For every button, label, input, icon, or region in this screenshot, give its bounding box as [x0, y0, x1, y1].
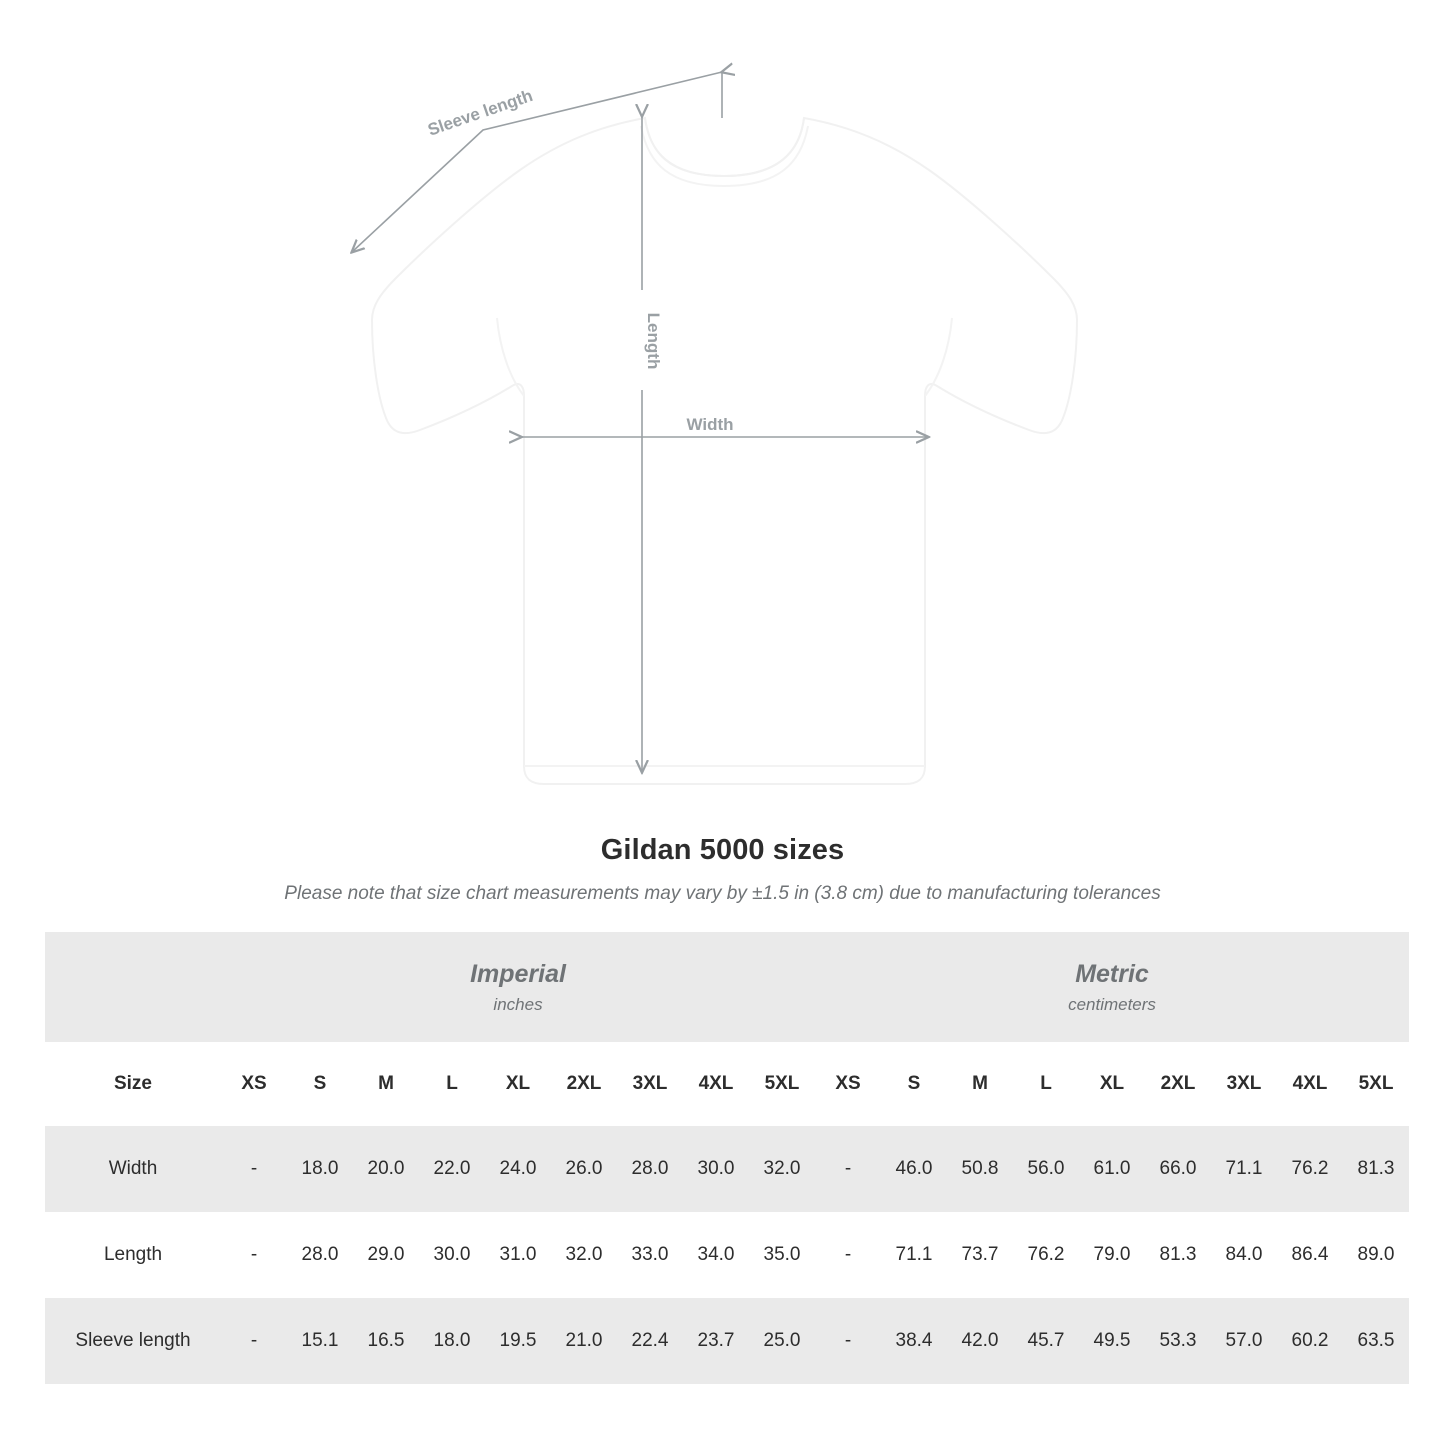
size-col-metric-3xl: 3XL — [1211, 1042, 1277, 1126]
cell-length-imperial-4xl: 34.0 — [683, 1212, 749, 1298]
size-header-row — [45, 1042, 1409, 1126]
cell-length-metric-3xl: 84.0 — [1211, 1212, 1277, 1298]
chart-note: Please note that size chart measurements may vary by ±1.5 in (3.8 cm) due to manufacturing tolerances — [284, 883, 1161, 904]
cell-width-metric-m: 50.8 — [947, 1126, 1013, 1212]
size-col-imperial-l: L — [419, 1042, 485, 1126]
cell-length-metric-4xl: 86.4 — [1277, 1212, 1343, 1298]
cell-sleeve-imperial-m: 16.5 — [353, 1298, 419, 1384]
cell-width-metric-2xl: 66.0 — [1145, 1126, 1211, 1212]
cell-sleeve-metric-s: 38.4 — [881, 1298, 947, 1384]
cell-sleeve-imperial-3xl: 22.4 — [617, 1298, 683, 1384]
size-col-imperial-5xl: 5XL — [749, 1042, 815, 1126]
cell-sleeve-metric-l: 45.7 — [1013, 1298, 1079, 1384]
cell-length-imperial-l: 30.0 — [419, 1212, 485, 1298]
chart-heading — [0, 834, 1445, 905]
cell-sleeve-imperial-xs: - — [221, 1298, 287, 1384]
cell-length-metric-m: 73.7 — [947, 1212, 1013, 1298]
unit-header-spacer — [45, 932, 221, 1042]
cell-sleeve-metric-5xl: 63.5 — [1343, 1298, 1409, 1384]
width-label: Width — [686, 415, 734, 434]
cell-sleeve-imperial-5xl: 25.0 — [749, 1298, 815, 1384]
cell-length-imperial-3xl: 33.0 — [617, 1212, 683, 1298]
cell-length-metric-s: 71.1 — [881, 1212, 947, 1298]
cell-sleeve-metric-4xl: 60.2 — [1277, 1298, 1343, 1384]
cell-length-imperial-2xl: 32.0 — [551, 1212, 617, 1298]
size-col-metric-s: S — [881, 1042, 947, 1126]
size-col-imperial-m: M — [353, 1042, 419, 1126]
sleeve-length-label: Sleeve length — [425, 85, 536, 140]
cell-sleeve-metric-xl: 49.5 — [1079, 1298, 1145, 1384]
cell-length-metric-xs: - — [815, 1212, 881, 1298]
cell-length-imperial-m: 29.0 — [353, 1212, 419, 1298]
size-col-metric-2xl: 2XL — [1145, 1042, 1211, 1126]
cell-length-imperial-s: 28.0 — [287, 1212, 353, 1298]
cell-sleeve-metric-m: 42.0 — [947, 1298, 1013, 1384]
unit-metric-name: Metric — [1075, 960, 1149, 989]
cell-width-metric-5xl: 81.3 — [1343, 1126, 1409, 1212]
size-col-metric-5xl: 5XL — [1343, 1042, 1409, 1126]
row-label-sleeve-length: Sleeve length — [45, 1298, 221, 1384]
cell-width-imperial-4xl: 30.0 — [683, 1126, 749, 1212]
cell-width-metric-4xl: 76.2 — [1277, 1126, 1343, 1212]
cell-length-metric-l: 76.2 — [1013, 1212, 1079, 1298]
cell-width-imperial-l: 22.0 — [419, 1126, 485, 1212]
size-col-metric-xl: XL — [1079, 1042, 1145, 1126]
size-col-metric-m: M — [947, 1042, 1013, 1126]
cell-length-metric-5xl: 89.0 — [1343, 1212, 1409, 1298]
cell-width-imperial-2xl: 26.0 — [551, 1126, 617, 1212]
cell-width-metric-s: 46.0 — [881, 1126, 947, 1212]
cell-width-imperial-m: 20.0 — [353, 1126, 419, 1212]
cell-width-metric-3xl: 71.1 — [1211, 1126, 1277, 1212]
cell-sleeve-metric-3xl: 57.0 — [1211, 1298, 1277, 1384]
size-col-metric-l: L — [1013, 1042, 1079, 1126]
unit-metric-sub: centimeters — [1068, 994, 1156, 1014]
size-col-metric-xs: XS — [815, 1042, 881, 1126]
cell-sleeve-imperial-xl: 19.5 — [485, 1298, 551, 1384]
cell-sleeve-metric-xs: - — [815, 1298, 881, 1384]
cell-sleeve-imperial-4xl: 23.7 — [683, 1298, 749, 1384]
chart-title: Gildan 5000 sizes — [600, 834, 845, 866]
cell-width-imperial-s: 18.0 — [287, 1126, 353, 1212]
cell-length-imperial-xs: - — [221, 1212, 287, 1298]
cell-width-imperial-xl: 24.0 — [485, 1126, 551, 1212]
size-col-imperial-3xl: 3XL — [617, 1042, 683, 1126]
cell-length-imperial-xl: 31.0 — [485, 1212, 551, 1298]
cell-length-metric-2xl: 81.3 — [1145, 1212, 1211, 1298]
cell-width-imperial-3xl: 28.0 — [617, 1126, 683, 1212]
cell-width-imperial-xs: - — [221, 1126, 287, 1212]
table-row — [45, 1298, 1409, 1384]
cell-length-metric-xl: 79.0 — [1079, 1212, 1145, 1298]
tshirt-shape — [372, 118, 1077, 784]
table-row — [45, 1126, 1409, 1212]
size-table — [45, 932, 1409, 1384]
unit-group-imperial — [221, 932, 815, 1042]
cell-width-metric-l: 56.0 — [1013, 1126, 1079, 1212]
unit-header-row — [45, 932, 1409, 1042]
size-col-imperial-2xl: 2XL — [551, 1042, 617, 1126]
unit-imperial-name: Imperial — [470, 960, 566, 989]
cell-width-metric-xs: - — [815, 1126, 881, 1212]
cell-length-imperial-5xl: 35.0 — [749, 1212, 815, 1298]
row-label-length: Length — [45, 1212, 221, 1298]
size-col-imperial-s: S — [287, 1042, 353, 1126]
cell-sleeve-imperial-s: 15.1 — [287, 1298, 353, 1384]
size-table-wrapper — [45, 932, 1400, 1384]
cell-sleeve-imperial-l: 18.0 — [419, 1298, 485, 1384]
size-col-imperial-xl: XL — [485, 1042, 551, 1126]
cell-width-imperial-5xl: 32.0 — [749, 1126, 815, 1212]
length-label: Length — [644, 312, 663, 370]
cell-sleeve-imperial-2xl: 21.0 — [551, 1298, 617, 1384]
size-col-imperial-4xl: 4XL — [683, 1042, 749, 1126]
table-row — [45, 1212, 1409, 1298]
unit-imperial-sub: inches — [493, 994, 543, 1014]
size-col-metric-4xl: 4XL — [1277, 1042, 1343, 1126]
cell-sleeve-metric-2xl: 53.3 — [1145, 1298, 1211, 1384]
row-label-width: Width — [45, 1126, 221, 1212]
unit-group-metric — [815, 932, 1409, 1042]
size-header-label: Size — [45, 1042, 221, 1126]
size-col-imperial-xs: XS — [221, 1042, 287, 1126]
cell-width-metric-xl: 61.0 — [1079, 1126, 1145, 1212]
